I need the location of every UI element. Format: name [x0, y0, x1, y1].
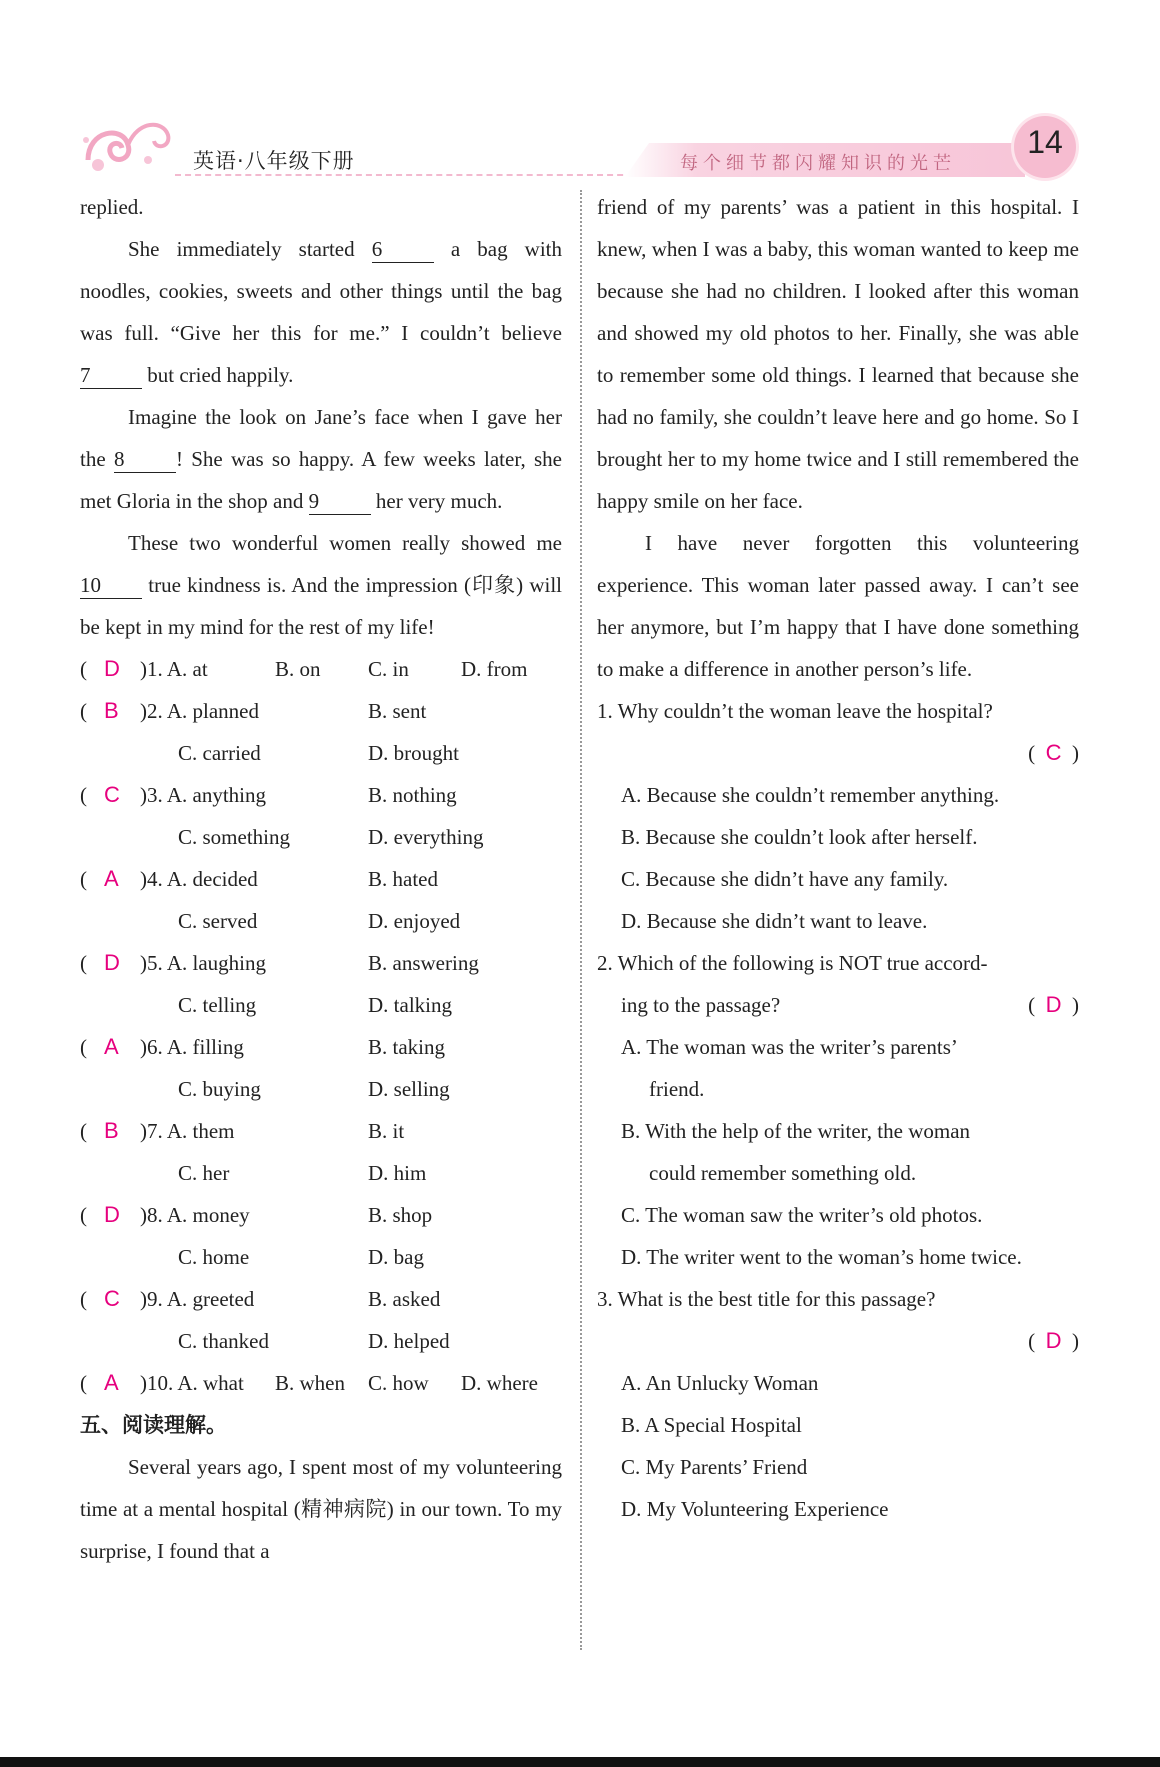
paragraph: friend of my parents’ was a patient in this hospital. I knew, when I was a baby, this woman wanted to keep me because she had no children. I looked after this woman and showed my old photos to her. Finally, she was able to remember some old things. I learned that because she had no family, she couldn’t leave here and go home. So I brought her to my home twice and I still remembered the happy smile on her face.: [597, 195, 1079, 513]
option: B. A Special Hospital: [621, 1413, 802, 1437]
page-number: 14: [1027, 124, 1063, 160]
section-heading: 五、阅读理解。: [80, 1413, 227, 1437]
option: B. With the help of the writer, the woman: [621, 1119, 971, 1143]
answer-mark: B: [104, 1118, 119, 1143]
blank-9: 9: [309, 488, 371, 515]
option-row: ( C )9. A. greeted B. asked: [80, 1278, 562, 1320]
option-row: ( C )3. A. anything B. nothing: [80, 774, 562, 816]
answer-mark: D: [1045, 992, 1062, 1017]
option: D. Because she didn’t want to leave.: [621, 909, 928, 933]
option-row: C. buying D. selling: [178, 1077, 450, 1101]
blank-6: 6: [372, 236, 434, 263]
answer-bracket: ( D ): [1028, 1328, 1079, 1353]
paragraph: She immediately started 6 a bag with noodles, cookies, sweets and other things until the bag was full. “Give her this for me.” I couldn’t believe 7 but cried happily.: [80, 237, 562, 387]
option: B. Because she couldn’t look after herself.: [621, 825, 978, 849]
option: A. Because she couldn’t remember anything.: [621, 783, 1000, 807]
option-continued: could remember something old.: [649, 1161, 917, 1185]
subject-title: 英语·八年级下册: [193, 149, 355, 173]
right-column: [597, 186, 1079, 1530]
option-row: C. carried D. brought: [178, 741, 459, 765]
answer-mark: D: [1045, 1328, 1062, 1353]
option-row: ( A )4. A. decided B. hated: [80, 858, 562, 900]
question-1: 1. Why couldn’t the woman leave the hospital?: [597, 699, 993, 723]
question-2: 2. Which of the following is NOT true accord-: [597, 951, 988, 975]
motto-text: 每个细节都闪耀知识的光芒: [680, 153, 956, 174]
option-row: C. served D. enjoyed: [178, 909, 461, 933]
answer-mark: A: [104, 1034, 119, 1059]
page-header: [0, 0, 1160, 190]
question-2-line: ing to the passage? ( D ): [621, 992, 1079, 1017]
answer-mark: A: [104, 1370, 119, 1395]
paragraph: Several years ago, I spent most of my volunteering time at a mental hospital (精神病院) in our town. To my surprise, I found that a: [80, 1455, 562, 1563]
paragraph: I have never forgotten this volunteering experience. This woman later passed away. I can’t see her anymore, but I’m happy that I have done something to make a difference in another person’s life.: [597, 531, 1079, 681]
option-row: ( D )8. A. money B. shop: [80, 1194, 562, 1236]
paragraph: replied.: [80, 195, 144, 219]
answer-bracket: ( C ): [1028, 740, 1079, 765]
option-row: ( B )2. A. planned B. sent: [80, 690, 562, 732]
option-row: ( B )7. A. them B. it: [80, 1110, 562, 1152]
paragraph: Imagine the look on Jane’s face when I gave her the 8 ! She was so happy. A few weeks later, she met Gloria in the shop and 9 her very much.: [80, 405, 562, 513]
answer-mark: D: [104, 950, 120, 975]
option-row: C. home D. bag: [178, 1245, 424, 1269]
option-row: C. something D. everything: [178, 825, 484, 849]
blank-10: 10: [80, 572, 142, 599]
option-continued: friend.: [649, 1077, 705, 1101]
answer-mark: C: [104, 782, 120, 807]
bottom-edge-bar: [0, 1757, 1160, 1767]
option-row: ( A )6. A. filling B. taking: [80, 1026, 562, 1068]
answer-mark: C: [104, 1286, 120, 1311]
option-row: C. her D. him: [178, 1161, 427, 1185]
answer-mark: D: [104, 656, 120, 681]
option-row: C. telling D. talking: [178, 993, 452, 1017]
answer-mark: D: [104, 1202, 120, 1227]
option: A. An Unlucky Woman: [621, 1371, 819, 1395]
option-row: ( D )5. A. laughing B. answering: [80, 942, 562, 984]
answer-mark: C: [1045, 740, 1062, 765]
option: C. The woman saw the writer’s old photos.: [621, 1203, 983, 1227]
option: C. My Parents’ Friend: [621, 1455, 808, 1479]
answer-mark: B: [104, 698, 119, 723]
option: D. My Volunteering Experience: [621, 1497, 889, 1521]
column-divider: [580, 190, 582, 1650]
cloze-options: [80, 648, 562, 1404]
paragraph: These two wonderful women really showed me 10 true kindness is. And the impression (印象) will be kept in my mind for the rest of my life!: [80, 531, 562, 639]
option-row: ( A )10. A. what B. when C. how D. where: [80, 1362, 562, 1404]
option-row: ( D )1. A. at B. on C. in D. from: [80, 648, 562, 690]
option: C. Because she didn’t have any family.: [621, 867, 949, 891]
question-3: 3. What is the best title for this passage?: [597, 1287, 936, 1311]
blank-8: 8: [114, 446, 176, 473]
blank-7: 7: [80, 362, 142, 389]
left-column: [80, 186, 562, 1572]
option-row: C. thanked D. helped: [178, 1329, 450, 1353]
option: D. The writer went to the woman’s home twice.: [621, 1245, 1022, 1269]
option: A. The woman was the writer’s parents’: [621, 1035, 958, 1059]
floral-ornament-icon: [78, 110, 178, 180]
answer-mark: A: [104, 866, 119, 891]
